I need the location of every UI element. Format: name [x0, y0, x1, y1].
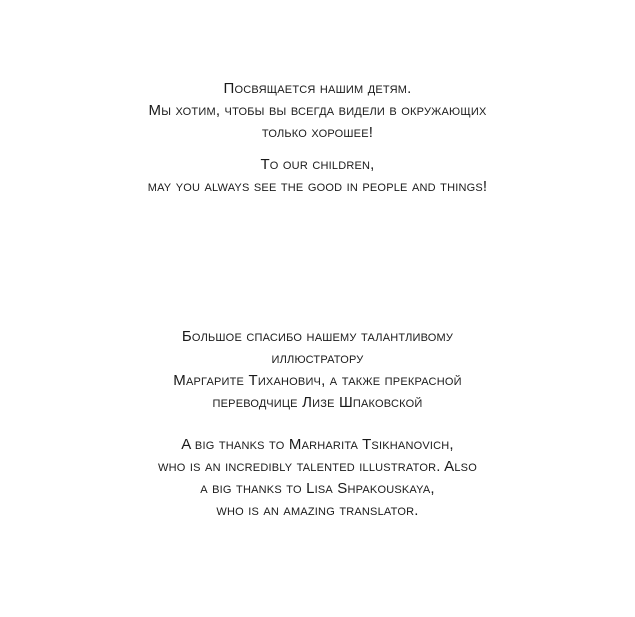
acknowledgements-block: [0, 326, 635, 522]
thanks-ru-line-2: иллюстратору: [271, 350, 364, 367]
thanks-en-line-2: who is an incredibly talented illustrator. Also: [158, 458, 477, 475]
dedication-block: [0, 78, 635, 198]
dedication-en-line-1: To our children,: [260, 156, 375, 173]
dedication-spacer: [0, 144, 635, 154]
dedication-ru-line-1: Посвящается нашим детям.: [223, 80, 412, 97]
thanks-spacer: [0, 414, 635, 434]
dedication-ru-line-2: Мы хотим, чтобы вы всегда видели в окружающих: [148, 102, 487, 119]
thanks-en-line-1: A big thanks to Marharita Tsikhanovich,: [181, 436, 454, 453]
thanks-ru-line-4: переводчице Лизе Шпаковской: [212, 394, 423, 411]
thanks-en-line-3: a big thanks to Lisa Shpakouskaya,: [200, 480, 435, 497]
dedication-ru-line-3: только хорошее!: [261, 124, 374, 141]
thanks-ru-line-1: Большое спасибо нашему талантливому: [181, 328, 454, 345]
thanks-en-line-4: who is an amazing translator.: [216, 502, 419, 519]
thanks-ru-line-3: Маргарите Тиханович, а также прекрасной: [173, 372, 462, 389]
dedication-en-line-2: may you always see the good in people and things!: [147, 178, 488, 195]
